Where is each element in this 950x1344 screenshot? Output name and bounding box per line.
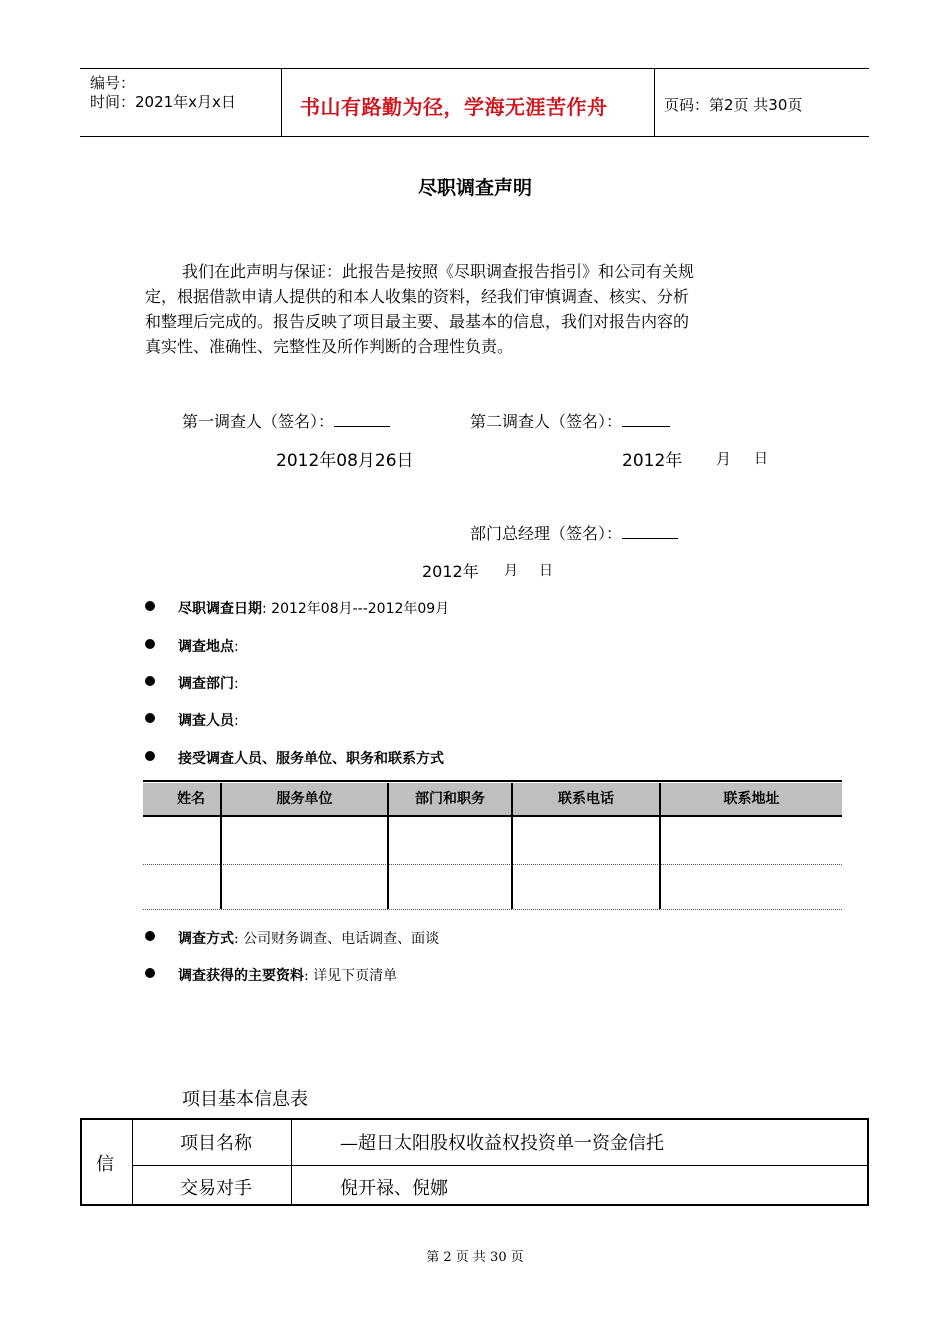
bullet-dot-icon (145, 713, 155, 723)
bullet-dot-icon (145, 968, 155, 978)
declaration-line: 定，根据借款申请人提供的和本人收集的资料，经我们审慎调查、核实、分析 (145, 287, 690, 306)
bullet-label: 尽职调查日期 (178, 601, 262, 617)
first-investigator-text: 第一调查人（签名）： (182, 412, 335, 431)
table-row-border (143, 864, 842, 865)
second-signature-day: 日 (754, 451, 768, 467)
header-divider (654, 69, 655, 136)
header-page-label: 页码：第2页 共30页 (664, 96, 803, 114)
column-header-department-position: 部门和职务 (415, 791, 485, 807)
manager-date-day: 日 (539, 563, 553, 579)
column-header-phone: 联系电话 (558, 791, 614, 807)
second-investigator-signature-line[interactable] (622, 410, 670, 427)
column-header-employer: 服务单位 (276, 791, 333, 807)
contact-table (143, 780, 842, 910)
bullet-label: 调查部门 (178, 676, 234, 692)
bullet-dot-icon (145, 639, 155, 649)
project-table-caption: 项目基本信息表 (182, 1089, 308, 1110)
second-investigator-text: 第二调查人（签名）： (470, 412, 623, 431)
bullet-dot-icon (145, 931, 155, 941)
manager-signature-line[interactable] (622, 522, 678, 539)
first-investigator-signature-line[interactable] (334, 410, 390, 427)
page-footer: 第 2 页 共 30 页 (426, 1250, 524, 1265)
header-motto: 书山有路勤为径，学海无涯苦作舟 (300, 95, 608, 119)
project-name-value: —超日太阳股权收益权投资单一资金信托 (340, 1133, 664, 1154)
bullet-label: 调查人员 (178, 713, 234, 729)
second-signature-date-year: 2012年 (622, 451, 683, 471)
bullet-label: 接受调查人员、服务单位、职务和联系方式 (178, 751, 444, 767)
second-signature-month: 月 (716, 450, 732, 468)
declaration-line: 我们在此声明与保证：此报告是按照《尽职调查报告指引》和公司有关规 (182, 262, 695, 281)
second-investigator-label (470, 409, 670, 432)
manager-label (470, 521, 678, 544)
table-header-border (143, 815, 842, 817)
bullet-label: 调查地点 (178, 639, 234, 655)
table-row-border (133, 1165, 867, 1166)
bullet-value: : (234, 639, 239, 655)
first-signature-date: 2012年08月26日 (276, 451, 414, 471)
page-header (80, 68, 869, 137)
column-header-address: 联系地址 (723, 791, 780, 807)
project-name-label: 项目名称 (180, 1133, 252, 1154)
table-column-divider (132, 1120, 133, 1204)
table-top-border (143, 780, 842, 782)
bullet-value: : 2012年08月---2012年09月 (262, 601, 450, 617)
bullet-value: : 详见下页清单 (304, 968, 398, 984)
project-table-side-label: 信 (96, 1154, 114, 1175)
header-code-label: 编号： (90, 74, 136, 92)
bullet-label: 调查方式 (178, 931, 234, 947)
header-time-label: 时间：2021年x月x日 (90, 93, 236, 111)
column-header-name: 姓名 (177, 791, 205, 807)
table-column-divider (291, 1120, 292, 1204)
manager-date-year: 2012年 (422, 562, 479, 581)
bullet-value: : (234, 676, 239, 692)
declaration-line: 真实性、准确性、完整性及所作判断的合理性负责。 (145, 337, 514, 356)
bullet-label: 调查获得的主要资料 (178, 968, 304, 984)
bullet-value: : (234, 713, 239, 729)
first-investigator-label (182, 409, 390, 432)
document-title: 尽职调查声明 (417, 177, 532, 199)
bullet-dot-icon (145, 601, 155, 611)
manager-text: 部门总经理（签名）： (470, 524, 623, 543)
counterparty-label: 交易对手 (180, 1178, 252, 1199)
manager-date-month: 月 (504, 563, 518, 579)
project-info-table (80, 1118, 869, 1206)
bullet-value: : 公司财务调查、电话调查、面谈 (234, 931, 440, 947)
bullet-dot-icon (145, 676, 155, 686)
table-row-border (143, 909, 842, 910)
counterparty-value: 倪开禄、倪娜 (340, 1178, 448, 1199)
header-divider (281, 69, 282, 136)
declaration-line: 和整理后完成的。报告反映了项目最主要、最基本的信息，我们对报告内容的 (145, 312, 690, 331)
bullet-dot-icon (145, 751, 155, 761)
